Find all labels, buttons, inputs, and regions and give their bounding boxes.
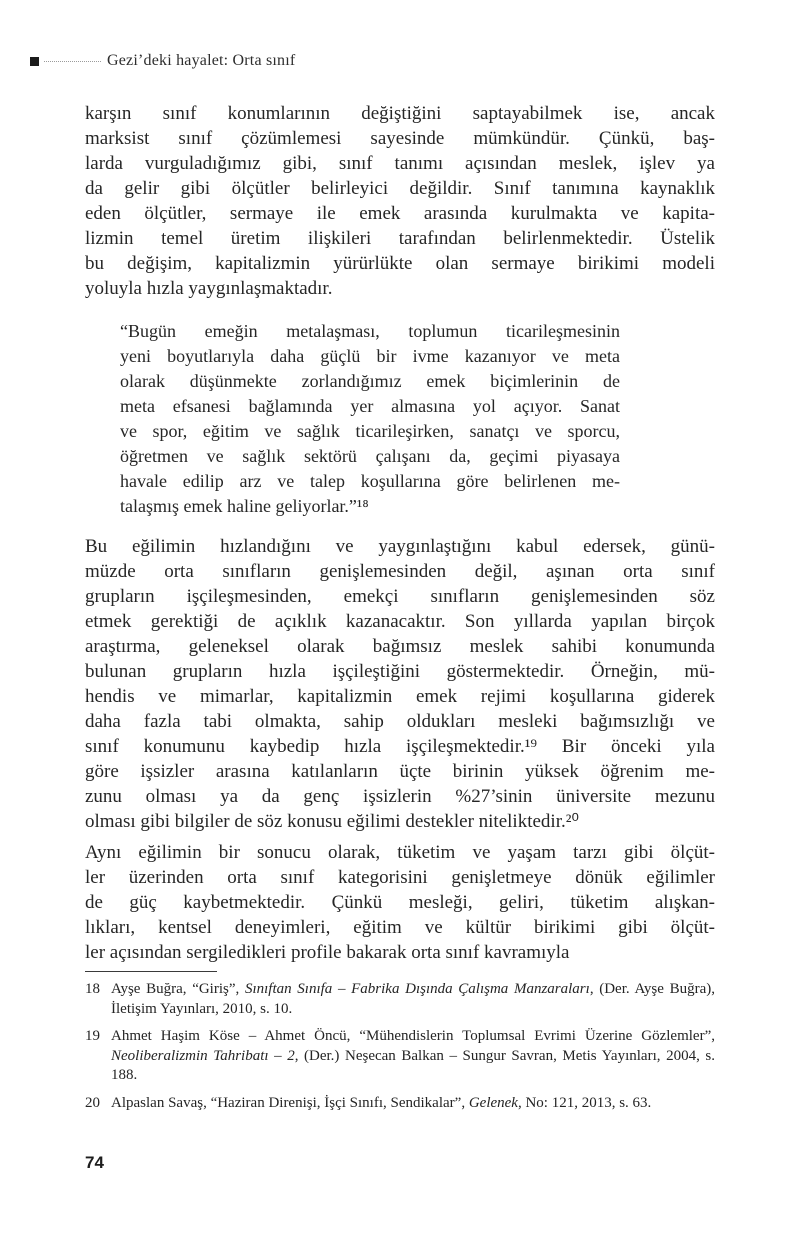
text-line: ve spor, eğitim ve sağlık ticarileşirken, sanatçı ve sporcu,	[120, 421, 620, 441]
paragraph	[85, 534, 715, 834]
text-line: etmek gerektiği de açıklık kazanacaktır. Son yıllarda yapılan birçok	[85, 611, 715, 632]
text-line: da gelir gibi ölçütler belirleyici değildir. Sınıf tanımına kaynaklık	[85, 178, 715, 199]
footnote-number: 20	[85, 1094, 100, 1111]
text-line: zunu olması ya da genç işsizlerin %27’sinin üniversite mezunu	[85, 786, 715, 807]
text-line: Bu eğilimin hızlandığını ve yaygınlaştığını kabul edersek, günü-	[85, 536, 715, 557]
text-line: olarak düşünmekte zorlandığımız emek biçimlerinin de	[120, 371, 620, 391]
text-line: grupların işçileşmesinden, emekçi sınıfların genişlemesinden söz	[85, 586, 715, 607]
paragraph	[85, 101, 715, 301]
text-line: larda vurguladığımız gibi, sınıf tanımı açısından meslek, işlev ya	[85, 153, 715, 174]
footnote	[85, 980, 715, 1019]
text-line: göre işsizler arasına katılanların üçte birinin yüksek öğrenim me-	[85, 761, 715, 782]
text-line: talaşmış emek haline geliyorlar.”¹⁸	[120, 496, 369, 516]
text-line: “Bugün emeğin metalaşması, toplumun ticarileşmesinin	[120, 321, 620, 341]
text-column	[85, 101, 715, 1113]
footnote-separator	[85, 971, 217, 972]
footnote-number: 19	[85, 1028, 100, 1044]
text-line: bu değişim, kapitalizmin yürürlükte olan sermaye birikimi modeli	[85, 253, 715, 274]
text-line: Aynı eğilimin bir sonucu olarak, tüketim ve yaşam tarzı gibi ölçüt-	[85, 842, 715, 863]
footnote-work-title: Neoliberalizmin Tahribatı – 2	[111, 1047, 295, 1064]
header-square-icon	[30, 57, 39, 66]
footnote-text: , No: 121, 2013, s. 63.	[517, 1094, 652, 1111]
text-line: daha fazla tabi olmakta, sahip oldukları mesleki bağımsızlığı ve	[85, 711, 715, 732]
text-line: hendis ve mimarlar, kapitalizmin emek rejimi koşullarına giderek	[85, 686, 715, 707]
text-line: yeni boyutlarıyla daha güçlü bir ivme kazanıyor ve meta	[120, 346, 620, 366]
text-line: lıkları, kentsel deneyimleri, eğitim ve kültür birikimi gibi ölçüt-	[85, 917, 715, 938]
footnote-list	[85, 980, 715, 1113]
text-line: araştırma, geleneksel olarak bağımsız meslek sahibi konumunda	[85, 636, 715, 657]
text-line: müzde orta sınıfların genişlemesinden değil, aşınan orta sınıf	[85, 561, 715, 582]
body-text	[85, 101, 715, 965]
footnote-work-title: Gelenek	[468, 1094, 518, 1111]
text-line: lizmin temel üretim ilişkileri tarafından belirlenmektedir. Üstelik	[85, 228, 715, 249]
text-line: bulunan grupların hızla işçileştiğini göstermektedir. Örneğin, mü-	[85, 661, 715, 682]
text-line: yoluyla hızla yaygınlaşmaktadır.	[85, 278, 333, 299]
footnote-text: Ayşe Buğra, “Giriş”,	[111, 981, 245, 997]
footnote	[85, 1027, 715, 1086]
footnote-text: Ahmet Haşim Köse – Ahmet Öncü, “Mühendislerin Toplumsal Evrimi Üzerine Gözlemler”,	[111, 1028, 715, 1044]
running-header	[30, 51, 295, 71]
paragraph	[85, 840, 715, 965]
text-line: de güç kaybetmektedir. Çünkü mesleği, geliri, tüketim alışkan-	[85, 892, 715, 913]
block-quote	[120, 319, 620, 519]
footnote	[85, 1094, 715, 1114]
text-line: havale edilip arz ve talep koşullarına göre belirlenen me-	[120, 471, 620, 491]
text-line: ler üzerinden orta sınıf kategorisini genişletmeye dönük eğilimler	[85, 867, 715, 888]
footnote-number: 18	[85, 981, 100, 997]
text-line: karşın sınıf konumlarının değiştiğini saptayabilmek ise, ancak	[85, 103, 715, 124]
text-line: ler açısından sergiledikleri profile bakarak orta sınıf kavramıyla	[85, 942, 570, 963]
chapter-title: Gezi’deki hayalet: Orta sınıf	[107, 52, 296, 69]
text-line: öğretmen ve sağlık sektörü çalışanı da, geçimi piyasaya	[120, 446, 620, 466]
header-dotted-leader	[44, 61, 101, 62]
footnote-text: , (Der.) Neşecan Balkan – Sungur Savran, Metis Yayınları, 2004, s. 188.	[111, 1047, 715, 1083]
page-number: 74	[85, 1153, 104, 1172]
text-line: sınıf konumunu kaybedip hızla işçileşmektedir.¹⁹ Bir önceki yıla	[85, 736, 715, 757]
text-line: olması gibi bilgiler de söz konusu eğilimi destekler niteliktedir.²⁰	[85, 811, 580, 832]
text-line: meta efsanesi bağlamında yer almasına yol açıyor. Sanat	[120, 396, 620, 416]
text-line: eden ölçütler, sermaye ile emek arasında kurulmakta ve kapita-	[85, 203, 715, 224]
footnote-text: Alpaslan Savaş, “Haziran Direnişi, İşçi Sınıfı, Sendikalar”,	[111, 1094, 469, 1111]
text-line: marksist sınıf çözümlemesi sayesinde mümkündür. Çünkü, baş-	[85, 128, 715, 149]
footnote-work-title: Sınıftan Sınıfa – Fabrika Dışında Çalışma Manzaraları	[244, 981, 590, 997]
footnote-text: , (Der. Ayşe Buğra), İletişim Yayınları, 2010, s. 10.	[111, 981, 715, 1017]
